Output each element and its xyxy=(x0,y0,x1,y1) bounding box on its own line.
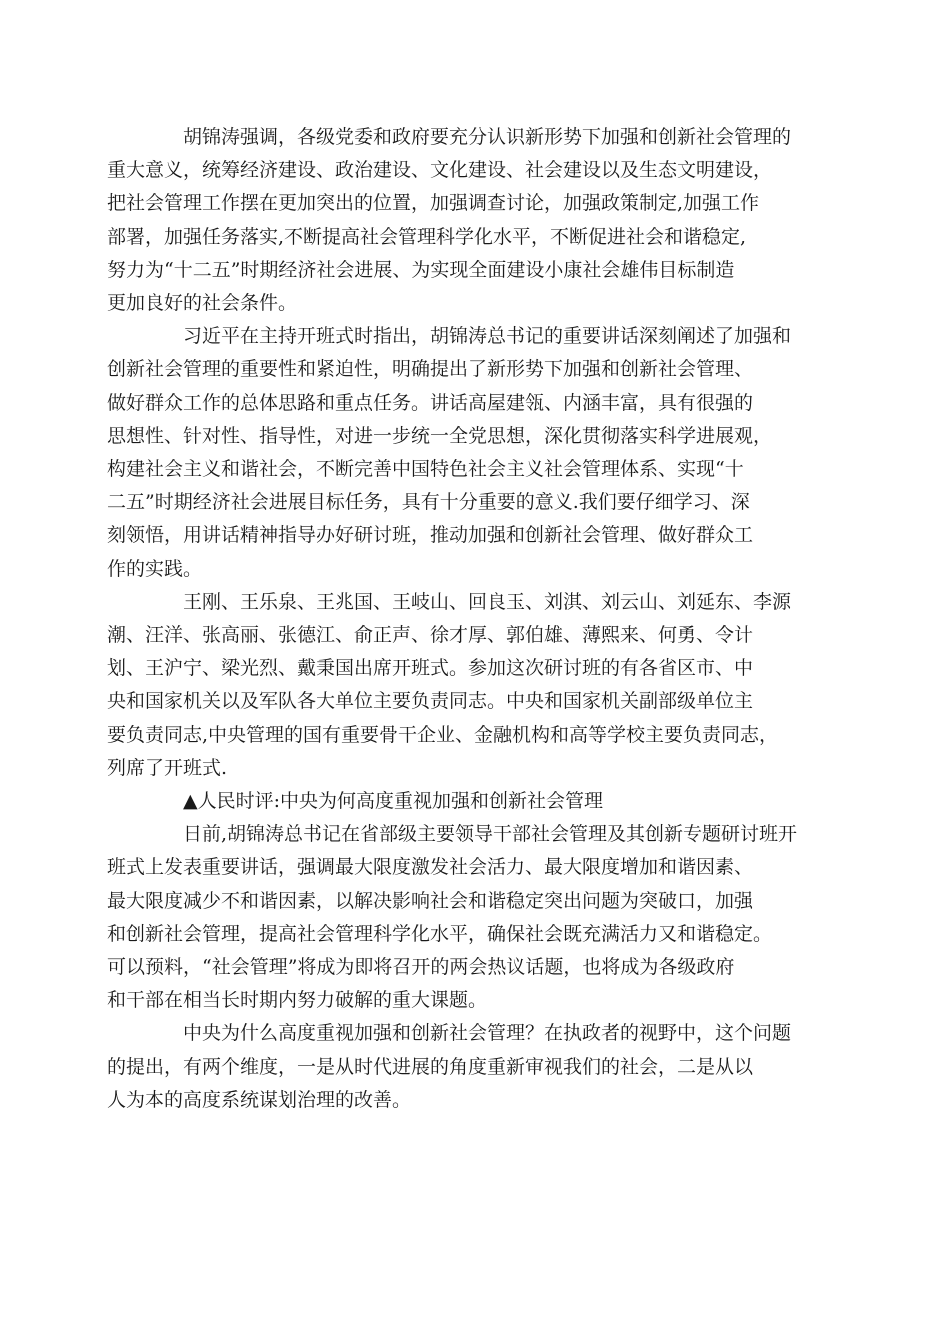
text-line: 重大意义，统筹经济建设、政治建设、文化建设、社会建设以及生态文明建设， xyxy=(107,159,773,182)
text-line: 和创新社会管理，提高社会管理科学化水平，确保社会既充满活力又和谐稳定。 xyxy=(107,922,773,945)
text-line: 作的实践。 xyxy=(107,557,203,580)
text-line: 和干部在相当长时期内努力破解的重大课题。 xyxy=(107,989,488,1012)
paragraph-hu-jintao-emphasis xyxy=(107,121,810,320)
text-line: 二五”时期经济社会进展目标任务，具有十分重要的意义.我们要仔细学习、深 xyxy=(107,491,750,514)
text-line: 央和国家机关以及军队各大单位主要负责同志。中央和国家机关副部级单位主 xyxy=(107,690,754,713)
text-line: 中央为什么高度重视加强和创新社会管理？在执政者的视野中，这个问题 xyxy=(183,1022,792,1045)
section-heading xyxy=(145,785,810,818)
text-line: 努力为“十二五”时期经济社会进展、为实现全面建设小康社会雄伟目标制造 xyxy=(107,258,735,281)
paragraph-xi-jinping-remarks xyxy=(107,320,810,586)
text-line: 班式上发表重要讲话，强调最大限度激发社会活力、最大限度增加和谐因素、 xyxy=(107,856,754,879)
text-line: 思想性、针对性、指导性，对进一步统一全党思想，深化贯彻落实科学进展观， xyxy=(107,424,773,447)
text-line: 习近平在主持开班式时指出，胡锦涛总书记的重要讲话深刻阐述了加强和 xyxy=(183,325,792,348)
paragraph-attendees xyxy=(107,586,810,785)
text-line: 可以预料，“社会管理”将成为即将召开的两会热议话题，也将成为各级政府 xyxy=(107,956,735,979)
text-line: 潮、汪洋、张高丽、张德江、俞正声、徐才厚、郭伯雄、薄熙来、何勇、令计 xyxy=(107,624,754,647)
paragraph-recent-speech xyxy=(107,818,810,1017)
text-line: 做好群众工作的总体思路和重点任务。讲话高屋建瓴、内涵丰富，具有很强的 xyxy=(107,391,754,414)
text-line: 把社会管理工作摆在更加突出的位置，加强调查讨论，加强政策制定,加强工作 xyxy=(107,192,760,215)
text-line: 胡锦涛强调，各级党委和政府要充分认识新形势下加强和创新社会管理的 xyxy=(183,126,792,148)
heading-text: ▲人民时评:中央为何高度重视加强和创新社会管理 xyxy=(183,790,604,813)
text-line: 刻领悟，用讲话精神指导办好研讨班，推动加强和创新社会管理、做好群众工 xyxy=(107,524,754,547)
text-line: 构建社会主义和谐社会，不断完善中国特色社会主义社会管理体系、实现“十 xyxy=(107,458,744,481)
text-line: 最大限度减少不和谐因素，以解决影响社会和谐稳定突出问题为突破口，加强 xyxy=(107,889,754,912)
text-line: 要负责同志,中央管理的国有重要骨干企业、金融机构和高等学校主要负责同志， xyxy=(107,723,779,746)
text-line: 创新社会管理的重要性和紧迫性，明确提出了新形势下加强和创新社会管理、 xyxy=(107,358,754,381)
text-line: 列席了开班式. xyxy=(107,756,228,779)
text-line: 人为本的高度系统谋划治理的改善。 xyxy=(107,1088,412,1111)
text-line: 王刚、王乐泉、王兆国、王岐山、回良玉、刘淇、刘云山、刘延东、李源 xyxy=(183,590,792,613)
text-line: 日前,胡锦涛总书记在省部级主要领导干部社会管理及其创新专题研讨班开 xyxy=(183,823,798,846)
text-line: 更加良好的社会条件。 xyxy=(107,292,298,315)
paragraph-why-social-management xyxy=(107,1017,810,1117)
text-line: 部署，加强任务落实,不断提高社会管理科学化水平，不断促进社会和谐稳定, xyxy=(107,225,747,248)
text-line: 的提出，有两个维度，一是从时代进展的角度重新审视我们的社会，二是从以 xyxy=(107,1055,754,1078)
text-line: 划、王沪宁、梁光烈、戴秉国出席开班式。参加这次研讨班的有各省区市、中 xyxy=(107,657,754,680)
